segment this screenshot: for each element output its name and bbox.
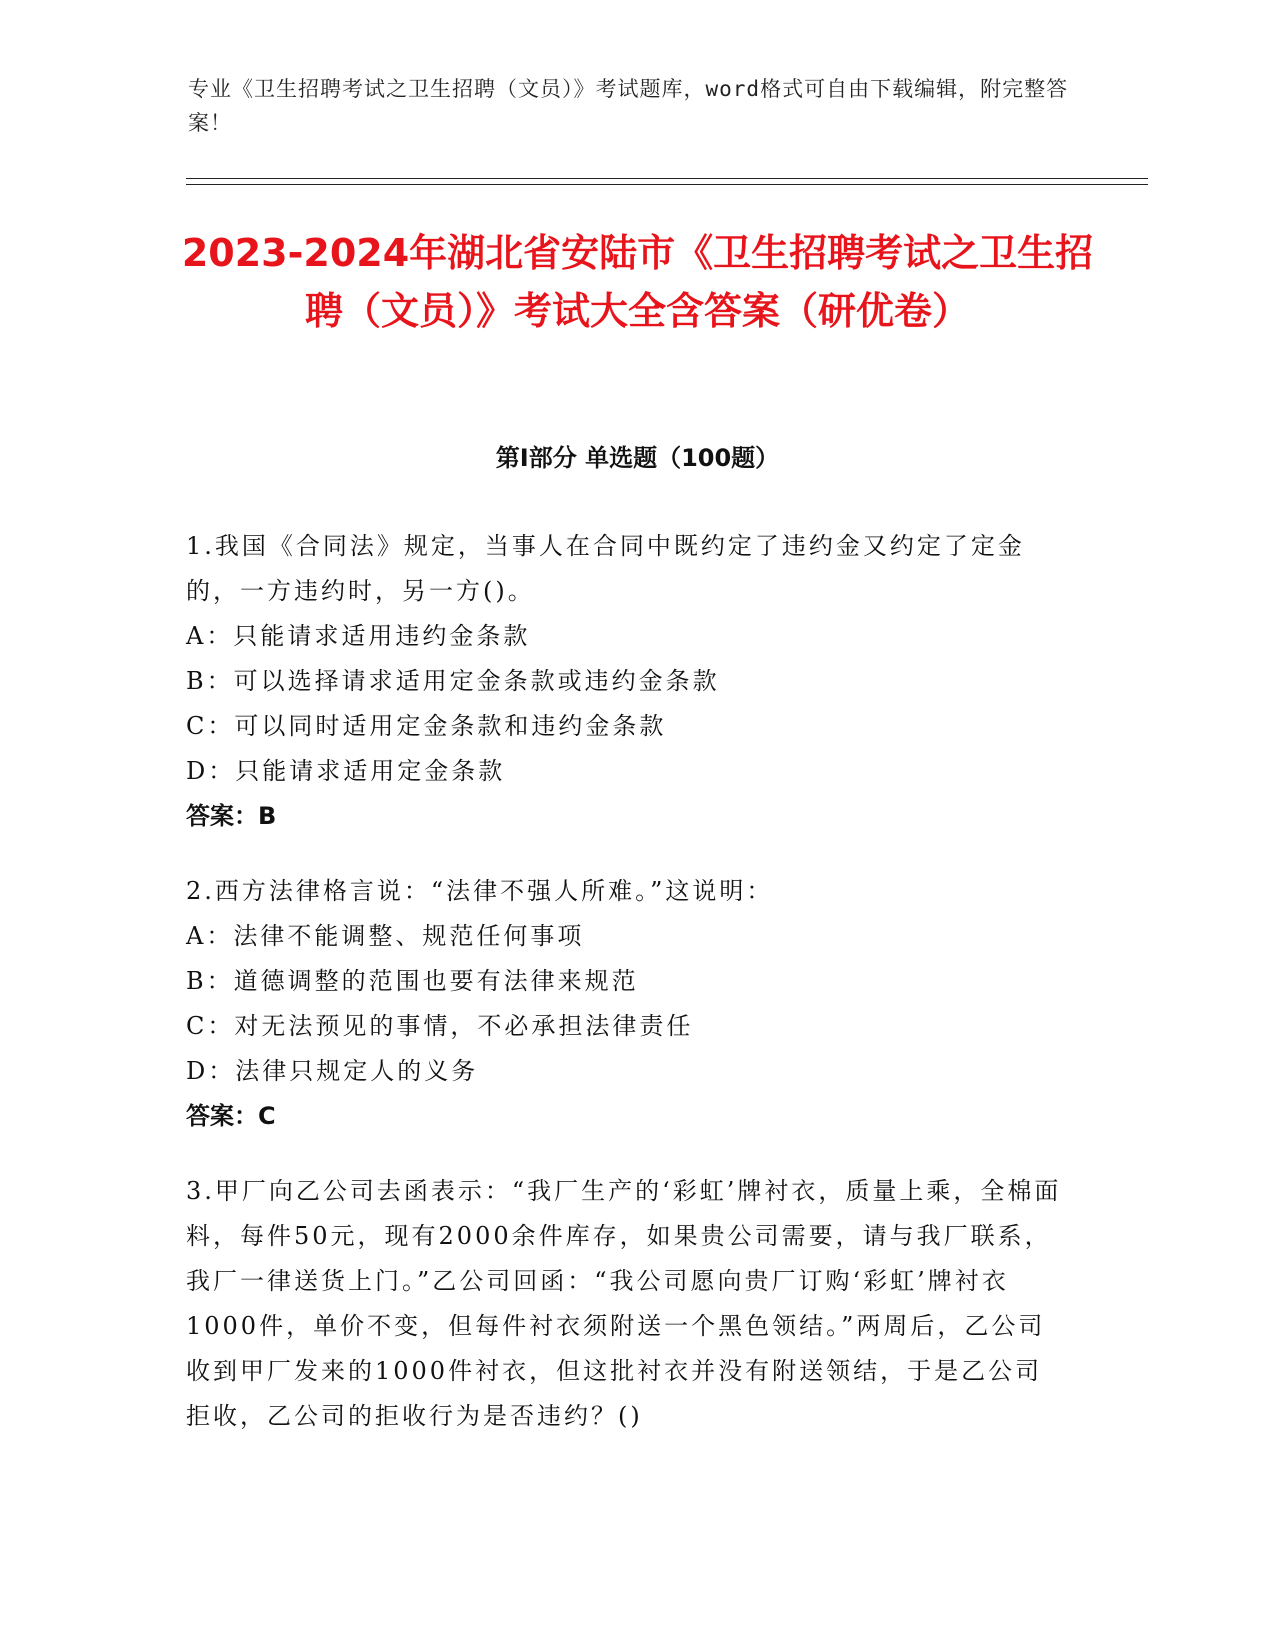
question-3: [186, 1169, 1066, 1439]
option-a: A：只能请求适用违约金条款: [186, 622, 531, 650]
header-divider-top: [186, 178, 1148, 179]
header-note: 专业《卫生招聘考试之卫生招聘（文员）》考试题库，word格式可自由下载编辑，附完整答案！: [188, 77, 1069, 135]
option-b: B：道德调整的范围也要有法律来规范: [186, 967, 639, 995]
option-c: C：对无法预见的事情，不必承担法律责任: [186, 1012, 694, 1040]
option-d: D：只能请求适用定金条款: [186, 757, 506, 785]
question-1: [186, 524, 1066, 839]
document-title: 2023-2024年湖北省安陆市《卫生招聘考试之卫生招聘（文员）》考试大全含答案（研优卷）: [181, 231, 1094, 333]
option-d: D：法律只规定人的义务: [186, 1057, 479, 1085]
question-list: [186, 524, 1066, 1469]
section-title: 第I部分 单选题（100题）: [495, 444, 780, 472]
option-c: C：可以同时适用定金条款和违约金条款: [186, 712, 667, 740]
option-a: A：法律不能调整、规范任何事项: [186, 922, 585, 950]
header-divider-bottom: [186, 184, 1148, 185]
question-2: [186, 869, 1066, 1139]
answer: 答案：C: [186, 1102, 276, 1130]
question-stem: 1.我国《合同法》规定，当事人在合同中既约定了违约金又约定了定金的，一方违约时，另一方()。: [186, 532, 1025, 605]
question-stem: 2.西方法律格言说：“法律不强人所难。”这说明：: [186, 877, 774, 905]
question-stem: 3.甲厂向乙公司去函表示：“我厂生产的‘彩虹’牌衬衣，质量上乘，全棉面料，每件50元，现有2000余件库存，如果贵公司需要，请与我厂联系，我厂一律送货上门。”乙公司回函：“我公司愿向贵厂订购‘彩虹’牌衬衣1000件，单价不变，但每件衬衣须附送一个黑色领结。”两周后，乙公司收到甲厂发来的1000件衬衣，但这批衬衣并没有附送领结，于是乙公司拒收，乙公司的拒收行为是否违约？(): [186, 1177, 1062, 1430]
option-b: B：可以选择请求适用定金条款或违约金条款: [186, 667, 720, 695]
answer: 答案：B: [186, 802, 277, 830]
